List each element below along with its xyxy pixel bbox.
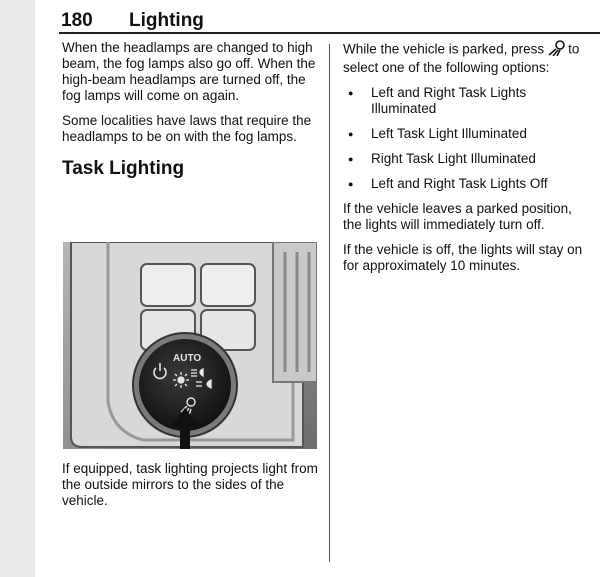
list-item: ● Left Task Light Illuminated (343, 126, 591, 142)
left-column (62, 40, 320, 177)
figure-caption: If equipped, task lighting projects light from the outside mirrors to the sides of the vehicle. (62, 461, 318, 508)
task-lighting-heading: Task Lighting (62, 158, 185, 179)
upper-left-button (141, 264, 195, 306)
column-divider (329, 44, 330, 562)
headlamp-switch-illustration (63, 242, 317, 449)
upper-right-button (201, 264, 255, 306)
list-item: ● Left and Right Task Lights Illuminated (343, 85, 591, 117)
auto-label: AUTO (173, 353, 202, 364)
task-light-instruction (343, 40, 591, 76)
task-lighting-figure (63, 242, 317, 449)
task-light-options (343, 85, 591, 192)
list-item: ● Right Task Light Illuminated (343, 151, 591, 167)
local-laws-paragraph: Some localities have laws that require the headlamps to be on with the fog lamps. (62, 113, 312, 144)
vehicle-off-paragraph: If the vehicle is off, the lights will stay on for approximately 10 minutes. (343, 242, 583, 273)
section-title: Lighting (129, 10, 204, 31)
page-header (59, 8, 600, 34)
task-light-icon (546, 40, 566, 60)
fog-lamp-paragraph: When the headlamps are changed to high beam, the fog lamps also go off. When the high-beam headlamps are turned off, the fog lamps will come on again. (62, 40, 316, 103)
instruction-before-icon: While the vehicle is parked, press (343, 41, 545, 57)
instruction-after-icon: to select one of the following options: (343, 41, 580, 75)
right-column (343, 40, 591, 283)
page-number: 180 (61, 10, 93, 31)
parking-light-icon (173, 372, 189, 388)
vehicle-leaves-paragraph: If the vehicle leaves a parked position, the lights will immediately turn off. (343, 201, 572, 232)
list-item: ● Left and Right Task Lights Off (343, 176, 591, 192)
